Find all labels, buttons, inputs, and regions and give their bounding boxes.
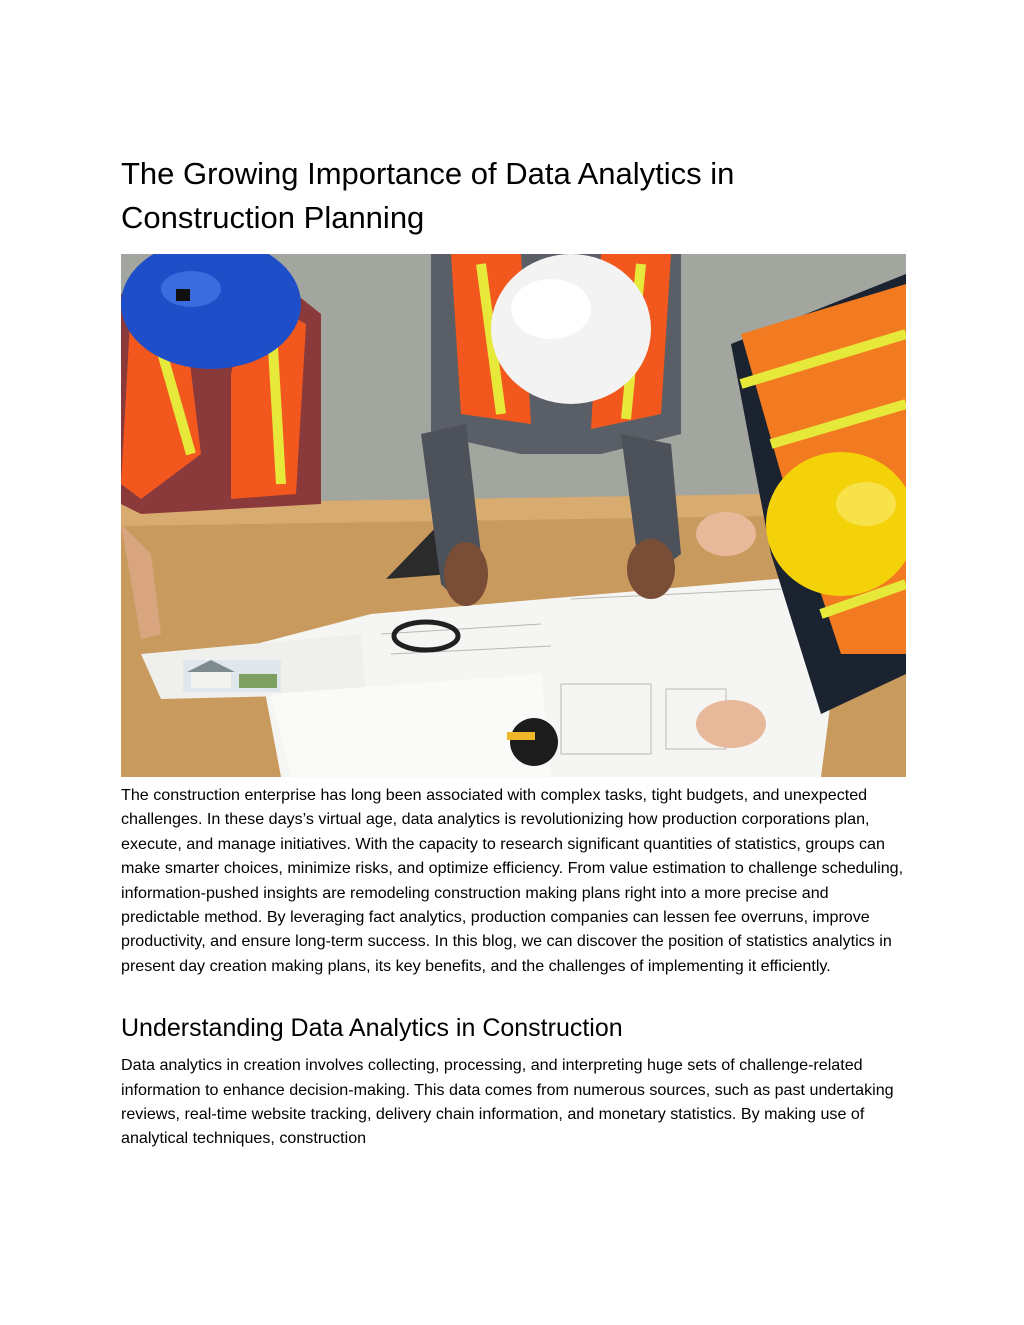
document-page [121, 152, 907, 1151]
construction-workers-photo [121, 254, 906, 777]
section-paragraph: Data analytics in creation involves collecting, processing, and interpreting huge sets of challenge-related information to enhance decision-making. This data comes from numerous sources, such as past undertaking reviews, real-time website tracking, delivery chain information, and monetary statistics. By making use of analytical techniques, construction [121, 1056, 894, 1148]
article-title: The Growing Importance of Data Analytics in Construction Planning [121, 156, 735, 235]
intro-paragraph: The construction enterprise has long been associated with complex tasks, tight budgets, and unexpected challenges. In these days’s virtual age, data analytics is revolutionizing how production corporations plan, execute, and manage initiatives. With the capacity to research significant quantities of statistics, groups can make smarter choices, minimize risks, and optimize efficiency. From value estimation to challenge scheduling, information-pushed insights are remodeling construction making plans right into a more precise and predictable method. By leveraging fact analytics, production companies can lessen fee overruns, improve productivity, and ensure long-term success. In this blog, we can discover the position of statistics analytics in present day creation making plans, its key benefits, and the challenges of implementing it efficiently. [121, 786, 904, 975]
tape-measure [510, 718, 558, 766]
section-heading: Understanding Data Analytics in Construction [121, 1014, 623, 1043]
